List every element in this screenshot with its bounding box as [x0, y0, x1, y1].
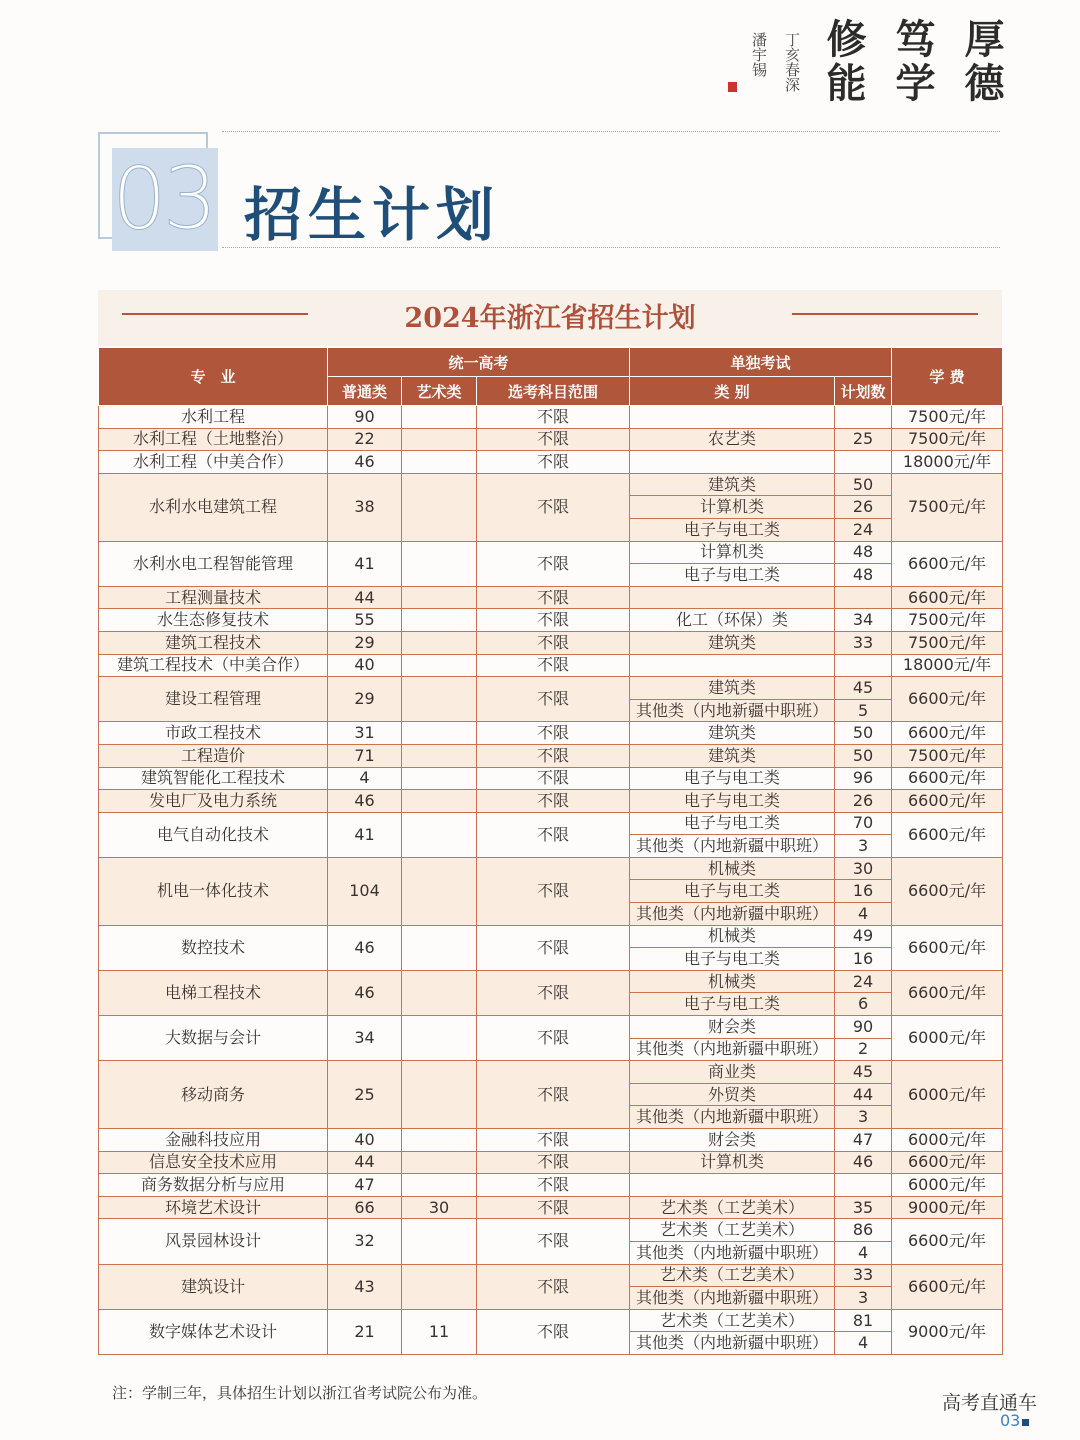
art-count — [402, 925, 477, 970]
art-count — [402, 1264, 477, 1309]
header-unified-exam: 统一高考 — [328, 348, 630, 377]
table-row — [99, 677, 1003, 700]
major-name: 水生态修复技术 — [99, 609, 328, 632]
major-name: 市政工程技术 — [99, 722, 328, 745]
general-count: 66 — [328, 1196, 402, 1219]
exam-plan-count: 2 — [835, 1038, 892, 1061]
divider — [222, 131, 1000, 132]
general-count: 31 — [328, 722, 402, 745]
exam-plan-count — [835, 586, 892, 609]
exam-category: 财会类 — [630, 1129, 835, 1152]
table-row — [99, 744, 1003, 767]
table-row — [99, 631, 1003, 654]
table-row — [99, 1174, 1003, 1197]
tuition-fee: 6000元/年 — [892, 1061, 1003, 1129]
general-count: 43 — [328, 1264, 402, 1309]
exam-category: 财会类 — [630, 1016, 835, 1039]
header-major: 专 业 — [99, 348, 328, 406]
page-marker-icon — [1022, 1419, 1029, 1426]
table-row — [99, 767, 1003, 790]
tuition-fee: 6000元/年 — [892, 1016, 1003, 1061]
tuition-fee: 6600元/年 — [892, 857, 1003, 925]
major-name: 商务数据分析与应用 — [99, 1174, 328, 1197]
tuition-fee: 6600元/年 — [892, 790, 1003, 813]
table-row — [99, 812, 1003, 835]
exam-plan-count: 6 — [835, 993, 892, 1016]
general-count: 40 — [328, 654, 402, 677]
art-count — [402, 406, 477, 429]
table-row — [99, 451, 1003, 474]
header-art: 艺术类 — [402, 377, 477, 406]
general-count: 4 — [328, 767, 402, 790]
major-name: 电梯工程技术 — [99, 970, 328, 1015]
subject-scope: 不限 — [477, 586, 630, 609]
tuition-fee: 7500元/年 — [892, 744, 1003, 767]
major-name: 电气自动化技术 — [99, 812, 328, 857]
general-count: 55 — [328, 609, 402, 632]
exam-plan-count: 45 — [835, 1061, 892, 1084]
exam-category: 建筑类 — [630, 677, 835, 700]
watermark: 高考直通车 — [942, 1392, 1038, 1414]
exam-plan-count: 96 — [835, 767, 892, 790]
tuition-fee: 6600元/年 — [892, 586, 1003, 609]
tuition-fee: 7500元/年 — [892, 609, 1003, 632]
art-count — [402, 1129, 477, 1152]
exam-plan-count: 48 — [835, 541, 892, 564]
art-count — [402, 722, 477, 745]
art-count — [402, 744, 477, 767]
exam-category — [630, 1174, 835, 1197]
major-name: 水利工程 — [99, 406, 328, 429]
exam-plan-count: 3 — [835, 1287, 892, 1310]
art-count — [402, 812, 477, 857]
tuition-fee: 7500元/年 — [892, 406, 1003, 429]
major-name: 机电一体化技术 — [99, 857, 328, 925]
table-title: 2024年浙江省招生计划 — [404, 303, 696, 334]
subject-scope: 不限 — [477, 1174, 630, 1197]
tuition-fee: 7500元/年 — [892, 428, 1003, 451]
header-plan: 计划数 — [835, 377, 892, 406]
exam-category — [630, 406, 835, 429]
tuition-fee: 6600元/年 — [892, 722, 1003, 745]
general-count: 41 — [328, 812, 402, 857]
exam-category: 机械类 — [630, 970, 835, 993]
art-count — [402, 790, 477, 813]
table-row — [99, 406, 1003, 429]
art-count — [402, 1151, 477, 1174]
subject-scope: 不限 — [477, 541, 630, 586]
general-count: 34 — [328, 1016, 402, 1061]
tuition-fee: 7500元/年 — [892, 631, 1003, 654]
art-count — [402, 586, 477, 609]
subject-scope: 不限 — [477, 677, 630, 722]
major-name: 建筑设计 — [99, 1264, 328, 1309]
exam-category: 建筑类 — [630, 744, 835, 767]
exam-category: 机械类 — [630, 925, 835, 948]
exam-plan-count: 24 — [835, 518, 892, 541]
major-name: 金融科技应用 — [99, 1129, 328, 1152]
table-row — [99, 586, 1003, 609]
exam-plan-count — [835, 451, 892, 474]
exam-category — [630, 586, 835, 609]
exam-category: 外贸类 — [630, 1083, 835, 1106]
exam-category: 电子与电工类 — [630, 812, 835, 835]
subject-scope: 不限 — [477, 790, 630, 813]
art-count — [402, 1174, 477, 1197]
art-count — [402, 1219, 477, 1264]
general-count: 44 — [328, 1151, 402, 1174]
seal-stamp — [728, 82, 737, 92]
table-row — [99, 1196, 1003, 1219]
exam-plan-count: 86 — [835, 1219, 892, 1242]
subject-scope: 不限 — [477, 857, 630, 925]
general-count: 38 — [328, 473, 402, 541]
general-count: 104 — [328, 857, 402, 925]
general-count: 41 — [328, 541, 402, 586]
section-number: 03 — [112, 149, 214, 249]
major-name: 水利工程（土地整治） — [99, 428, 328, 451]
subject-scope: 不限 — [477, 1129, 630, 1152]
exam-category: 电子与电工类 — [630, 880, 835, 903]
exam-plan-count: 35 — [835, 1196, 892, 1219]
exam-plan-count: 26 — [835, 496, 892, 519]
general-count: 46 — [328, 925, 402, 970]
general-count: 47 — [328, 1174, 402, 1197]
subject-scope: 不限 — [477, 1061, 630, 1129]
art-count — [402, 609, 477, 632]
exam-plan-count: 50 — [835, 744, 892, 767]
table-title-band — [98, 290, 1002, 346]
exam-plan-count: 3 — [835, 1106, 892, 1129]
exam-category: 机械类 — [630, 857, 835, 880]
major-name: 建设工程管理 — [99, 677, 328, 722]
major-name: 移动商务 — [99, 1061, 328, 1129]
table-row — [99, 654, 1003, 677]
exam-plan-count: 70 — [835, 812, 892, 835]
page-number — [1000, 1411, 1029, 1430]
exam-category: 艺术类（工艺美术） — [630, 1264, 835, 1287]
exam-category: 电子与电工类 — [630, 790, 835, 813]
art-count — [402, 767, 477, 790]
general-count: 29 — [328, 631, 402, 654]
exam-category: 艺术类（工艺美术） — [630, 1219, 835, 1242]
calligraphy-inscription: 丁亥春深 — [783, 32, 801, 92]
general-count: 46 — [328, 790, 402, 813]
exam-category — [630, 654, 835, 677]
exam-plan-count: 4 — [835, 1332, 892, 1355]
major-name: 环境艺术设计 — [99, 1196, 328, 1219]
header-general: 普通类 — [328, 377, 402, 406]
table-row — [99, 1264, 1003, 1287]
table-body — [99, 406, 1003, 1355]
page-number-text: 03 — [1000, 1411, 1021, 1430]
table-row — [99, 970, 1003, 993]
table-row — [99, 609, 1003, 632]
exam-category: 其他类（内地新疆中职班） — [630, 903, 835, 926]
art-count — [402, 1061, 477, 1129]
subject-scope: 不限 — [477, 1151, 630, 1174]
tuition-fee: 6600元/年 — [892, 812, 1003, 857]
exam-plan-count: 48 — [835, 564, 892, 587]
art-count: 11 — [402, 1309, 477, 1354]
table-row — [99, 1309, 1003, 1332]
art-count — [402, 631, 477, 654]
major-name: 工程测量技术 — [99, 586, 328, 609]
art-count — [402, 1016, 477, 1061]
exam-category: 电子与电工类 — [630, 564, 835, 587]
subject-scope: 不限 — [477, 744, 630, 767]
table-row — [99, 790, 1003, 813]
exam-plan-count: 4 — [835, 1241, 892, 1264]
table-row — [99, 428, 1003, 451]
exam-category — [630, 451, 835, 474]
general-count: 32 — [328, 1219, 402, 1264]
art-count — [402, 857, 477, 925]
major-name: 水利水电工程智能管理 — [99, 541, 328, 586]
major-name: 数字媒体艺术设计 — [99, 1309, 328, 1354]
exam-plan-count: 33 — [835, 631, 892, 654]
exam-category: 其他类（内地新疆中职班） — [630, 1106, 835, 1129]
table-row — [99, 1219, 1003, 1242]
major-name: 大数据与会计 — [99, 1016, 328, 1061]
art-count — [402, 451, 477, 474]
tuition-fee: 9000元/年 — [892, 1309, 1003, 1354]
subject-scope: 不限 — [477, 406, 630, 429]
general-count: 90 — [328, 406, 402, 429]
calligraphy-column: 修能 — [820, 18, 867, 106]
tuition-fee: 6600元/年 — [892, 541, 1003, 586]
exam-category: 化工（环保）类 — [630, 609, 835, 632]
exam-plan-count: 90 — [835, 1016, 892, 1039]
tuition-fee: 6600元/年 — [892, 1219, 1003, 1264]
table-row — [99, 1016, 1003, 1039]
exam-category: 计算机类 — [630, 496, 835, 519]
major-name: 数控技术 — [99, 925, 328, 970]
general-count: 40 — [328, 1129, 402, 1152]
tuition-fee: 6600元/年 — [892, 1151, 1003, 1174]
art-count: 30 — [402, 1196, 477, 1219]
subject-scope: 不限 — [477, 925, 630, 970]
decorative-line — [792, 313, 978, 315]
subject-scope: 不限 — [477, 654, 630, 677]
header-scope: 选考科目范围 — [477, 377, 630, 406]
table-row — [99, 722, 1003, 745]
tuition-fee: 18000元/年 — [892, 451, 1003, 474]
exam-category: 艺术类（工艺美术） — [630, 1196, 835, 1219]
exam-category: 其他类（内地新疆中职班） — [630, 835, 835, 858]
exam-category: 电子与电工类 — [630, 993, 835, 1016]
exam-category: 艺术类（工艺美术） — [630, 1309, 835, 1332]
table-row — [99, 1151, 1003, 1174]
subject-scope: 不限 — [477, 428, 630, 451]
exam-category: 电子与电工类 — [630, 518, 835, 541]
calligraphy-motto — [728, 18, 1010, 106]
exam-plan-count — [835, 654, 892, 677]
calligraphy-column: 笃学 — [889, 18, 936, 106]
tuition-fee: 18000元/年 — [892, 654, 1003, 677]
art-count — [402, 654, 477, 677]
art-count — [402, 677, 477, 722]
exam-category: 其他类（内地新疆中职班） — [630, 1287, 835, 1310]
tuition-fee: 6600元/年 — [892, 925, 1003, 970]
calligraphy-signature: 潘宇锡 — [750, 32, 768, 77]
exam-plan-count: 5 — [835, 699, 892, 722]
tuition-fee: 6600元/年 — [892, 1264, 1003, 1309]
exam-category: 建筑类 — [630, 722, 835, 745]
table-row — [99, 857, 1003, 880]
footnote: 注：学制三年，具体招生计划以浙江省考试院公布为准。 — [112, 1384, 488, 1402]
art-count — [402, 541, 477, 586]
general-count: 22 — [328, 428, 402, 451]
section-title: 招生计划 — [244, 181, 501, 249]
header-separate-exam: 单独考试 — [630, 348, 892, 377]
exam-category: 农艺类 — [630, 428, 835, 451]
calligraphy-column: 厚德 — [958, 18, 1005, 106]
exam-plan-count — [835, 406, 892, 429]
general-count: 25 — [328, 1061, 402, 1129]
tuition-fee: 6000元/年 — [892, 1129, 1003, 1152]
table-row — [99, 541, 1003, 564]
subject-scope: 不限 — [477, 1309, 630, 1354]
table-row — [99, 473, 1003, 496]
exam-plan-count: 49 — [835, 925, 892, 948]
subject-scope: 不限 — [477, 722, 630, 745]
subject-scope: 不限 — [477, 812, 630, 857]
exam-plan-count: 44 — [835, 1083, 892, 1106]
major-name: 风景园林设计 — [99, 1219, 328, 1264]
exam-plan-count: 50 — [835, 473, 892, 496]
exam-plan-count: 16 — [835, 880, 892, 903]
subject-scope: 不限 — [477, 609, 630, 632]
exam-plan-count: 30 — [835, 857, 892, 880]
exam-category: 计算机类 — [630, 541, 835, 564]
exam-category: 其他类（内地新疆中职班） — [630, 1241, 835, 1264]
general-count: 46 — [328, 451, 402, 474]
exam-plan-count: 50 — [835, 722, 892, 745]
exam-category: 其他类（内地新疆中职班） — [630, 1332, 835, 1355]
subject-scope: 不限 — [477, 451, 630, 474]
exam-category: 电子与电工类 — [630, 767, 835, 790]
general-count: 29 — [328, 677, 402, 722]
major-name: 工程造价 — [99, 744, 328, 767]
major-name: 发电厂及电力系统 — [99, 790, 328, 813]
table-row — [99, 925, 1003, 948]
exam-plan-count: 33 — [835, 1264, 892, 1287]
art-count — [402, 473, 477, 541]
exam-plan-count — [835, 1174, 892, 1197]
art-count — [402, 970, 477, 1015]
header-fee: 学 费 — [892, 348, 1003, 406]
tuition-fee: 6000元/年 — [892, 1174, 1003, 1197]
exam-plan-count: 34 — [835, 609, 892, 632]
exam-plan-count: 3 — [835, 835, 892, 858]
exam-category: 计算机类 — [630, 1151, 835, 1174]
major-name: 信息安全技术应用 — [99, 1151, 328, 1174]
exam-plan-count: 26 — [835, 790, 892, 813]
table-row — [99, 1061, 1003, 1084]
subject-scope: 不限 — [477, 1219, 630, 1264]
major-name: 水利水电建筑工程 — [99, 473, 328, 541]
subject-scope: 不限 — [477, 1016, 630, 1061]
tuition-fee: 7500元/年 — [892, 473, 1003, 541]
exam-category: 建筑类 — [630, 631, 835, 654]
subject-scope: 不限 — [477, 1196, 630, 1219]
exam-category: 电子与电工类 — [630, 948, 835, 971]
major-name: 水利工程（中美合作） — [99, 451, 328, 474]
table-row — [99, 1129, 1003, 1152]
exam-category: 其他类（内地新疆中职班） — [630, 1038, 835, 1061]
exam-plan-count: 4 — [835, 903, 892, 926]
subject-scope: 不限 — [477, 631, 630, 654]
exam-category: 其他类（内地新疆中职班） — [630, 699, 835, 722]
subject-scope: 不限 — [477, 1264, 630, 1309]
exam-category: 建筑类 — [630, 473, 835, 496]
exam-plan-count: 25 — [835, 428, 892, 451]
tuition-fee: 6600元/年 — [892, 970, 1003, 1015]
major-name: 建筑工程技术 — [99, 631, 328, 654]
exam-plan-count: 46 — [835, 1151, 892, 1174]
subject-scope: 不限 — [477, 970, 630, 1015]
exam-category: 商业类 — [630, 1061, 835, 1084]
enrollment-plan-table — [98, 347, 1003, 1355]
tuition-fee: 6600元/年 — [892, 677, 1003, 722]
major-name: 建筑工程技术（中美合作） — [99, 654, 328, 677]
general-count: 46 — [328, 970, 402, 1015]
general-count: 71 — [328, 744, 402, 767]
subject-scope: 不限 — [477, 473, 630, 541]
general-count: 21 — [328, 1309, 402, 1354]
general-count: 44 — [328, 586, 402, 609]
exam-plan-count: 45 — [835, 677, 892, 700]
major-name: 建筑智能化工程技术 — [99, 767, 328, 790]
subject-scope: 不限 — [477, 767, 630, 790]
tuition-fee: 9000元/年 — [892, 1196, 1003, 1219]
exam-plan-count: 16 — [835, 948, 892, 971]
exam-plan-count: 47 — [835, 1129, 892, 1152]
exam-plan-count: 81 — [835, 1309, 892, 1332]
tuition-fee: 6600元/年 — [892, 767, 1003, 790]
art-count — [402, 428, 477, 451]
exam-plan-count: 24 — [835, 970, 892, 993]
header-category: 类 别 — [630, 377, 835, 406]
